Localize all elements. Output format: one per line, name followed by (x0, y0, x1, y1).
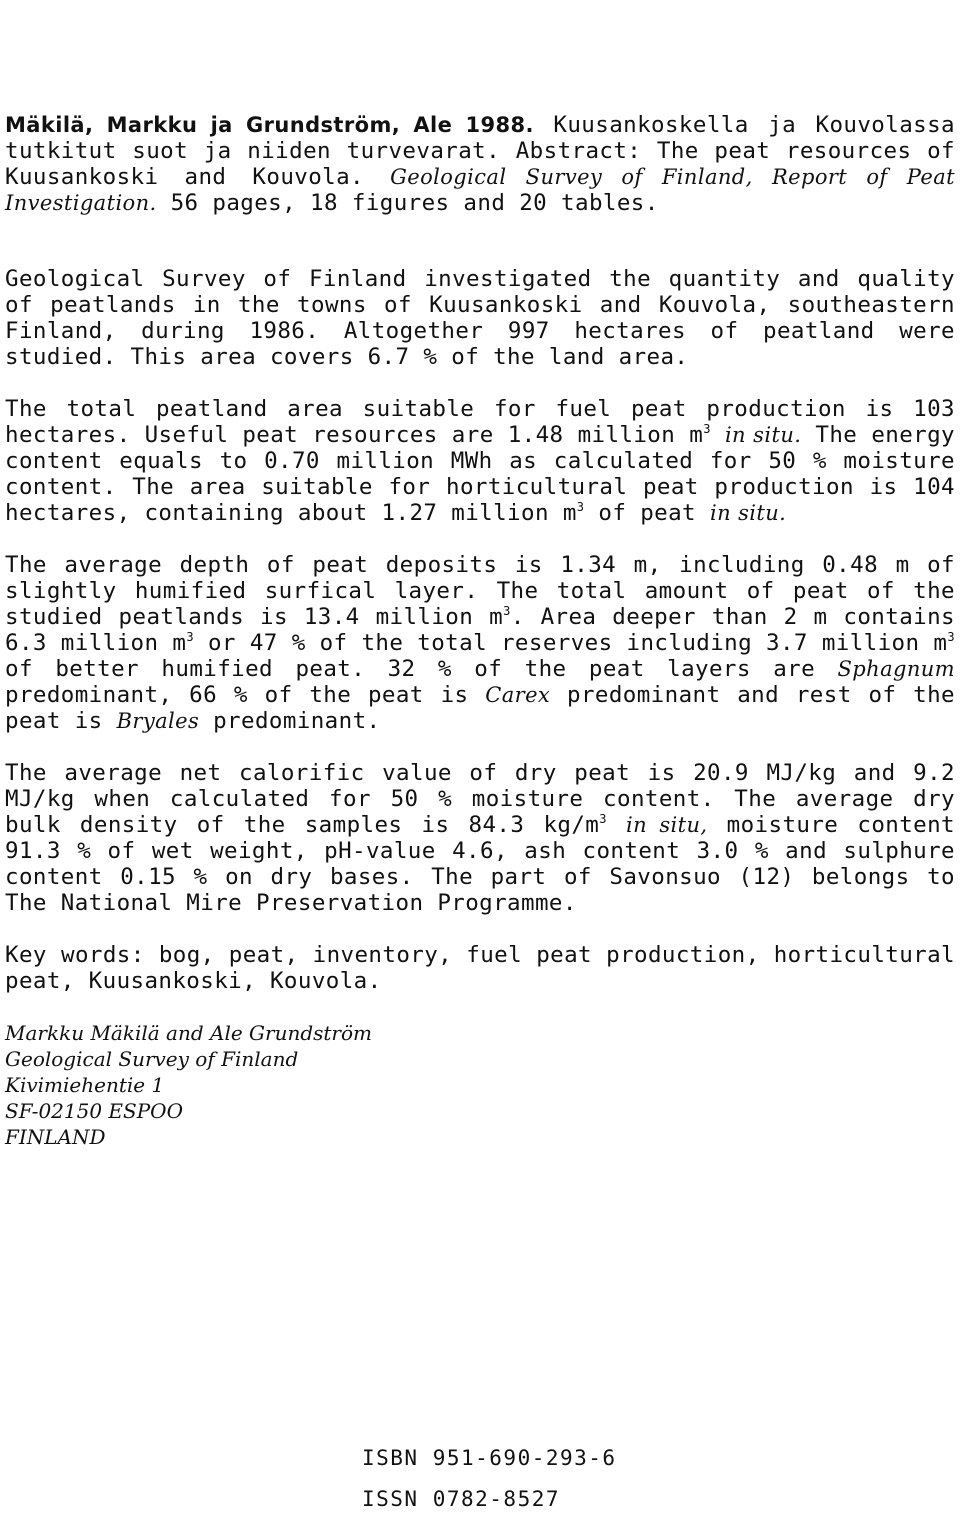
p3-italic-carex: Carex (485, 683, 551, 707)
abstract-paragraph-3 (5, 552, 955, 734)
p3-text-g: predominant. (213, 708, 381, 734)
p4-text-b: moisture content 91.3 % of wet weight, pH-value 4.6, ash content 3.0 % and sulphure content 0.15 % on dry bases. The part of Savonsuo (12) belongs to The National Mire Preservation Programme. (5, 812, 955, 916)
abstract-paragraph-1: Geological Survey of Finland investigated the quantity and quality of peatlands in the towns of Kuusankoski and Kouvola, southeastern Finland, during 1986. Altogether 997 hectares of peatland were studied. This area covers 6.7 % of the land area. (5, 266, 955, 370)
citation-title: Kuusankoskella ja Kouvolassa tutkitut suot ja niiden turvevarat. Abstract: The peat resources of Kuusankoski and Kouvola. (5, 112, 955, 190)
abstract-paragraph-4 (5, 760, 955, 916)
p3-text-f: predominant and rest of the peat is (5, 682, 955, 734)
citation-pages: 56 pages, 18 figures and 20 tables. (170, 190, 659, 216)
p3-text-c: or 47 % of the total reserves including 3.7 million m (207, 630, 948, 656)
p3-superscript-2: 3 (186, 629, 194, 644)
citation-authors-year: Mäkilä, Markku ja Grundström, Ale 1988. (5, 113, 534, 137)
issn: ISSN 0782-8527 (362, 1487, 561, 1511)
p3-text-a: The average depth of peat deposits is 1.34 m, including 0.48 m of slightly humified surfical layer. The total amount of peat of the studied peatlands is 13.4 million m (5, 552, 955, 630)
p2-italic-2: in situ. (709, 501, 787, 525)
keywords: Key words: bog, peat, inventory, fuel peat production, horticultural peat, Kuusankoski, Kouvola. (5, 942, 955, 994)
p3-text-d: of better humified peat. 32 % of the peat layers are (5, 656, 816, 682)
p4-text-a: The average net calorific value of dry peat is 20.9 MJ/kg and 9.2 MJ/kg when calculated for 50 % moisture content. The average dry bulk density of the samples is 84.3 kg/m (5, 760, 955, 838)
abstract-paragraph-2 (5, 396, 955, 526)
p3-text-b: . Area deeper than 2 m contains 6.3 million m (5, 604, 955, 656)
p3-superscript-3: 3 (947, 629, 955, 644)
p4-italic: in situ, (626, 813, 708, 837)
p3-italic-bryales: Bryales (116, 709, 200, 733)
author-address (5, 1020, 372, 1150)
p3-superscript-1: 3 (503, 603, 511, 618)
p2-text-b: The energy content equals to 0.70 million MWh as calculated for 50 % moisture content. The area suitable for horticultural peat production is 104 hectares, containing about 1.27 million m (5, 422, 955, 526)
p2-italic-1: in situ. (724, 423, 802, 447)
p2-text-a: The total peatland area suitable for fuel peat production is 103 hectares. Useful peat resources are 1.48 million m (5, 396, 955, 448)
address-country: FINLAND (5, 1125, 106, 1149)
address-postcode-city: SF-02150 ESPOO (5, 1099, 183, 1123)
isbn: ISBN 951-690-293-6 (362, 1446, 617, 1470)
p3-italic-sphagnum: Sphagnum (837, 657, 955, 681)
address-institution: Geological Survey of Finland (5, 1047, 299, 1071)
address-authors: Markku Mäkilä and Ale Grundström (5, 1021, 373, 1045)
p2-text-c: of peat (598, 500, 696, 526)
p4-superscript: 3 (599, 811, 607, 826)
p3-text-e: predominant, 66 % of the peat is (5, 682, 469, 708)
citation-series: Geological Survey of Finland, Report of Peat Investigation. (5, 165, 955, 215)
address-street: Kivimiehentie 1 (5, 1073, 165, 1097)
p2-superscript-1: 3 (703, 421, 711, 436)
citation (5, 112, 955, 216)
p2-superscript-2: 3 (576, 499, 585, 514)
